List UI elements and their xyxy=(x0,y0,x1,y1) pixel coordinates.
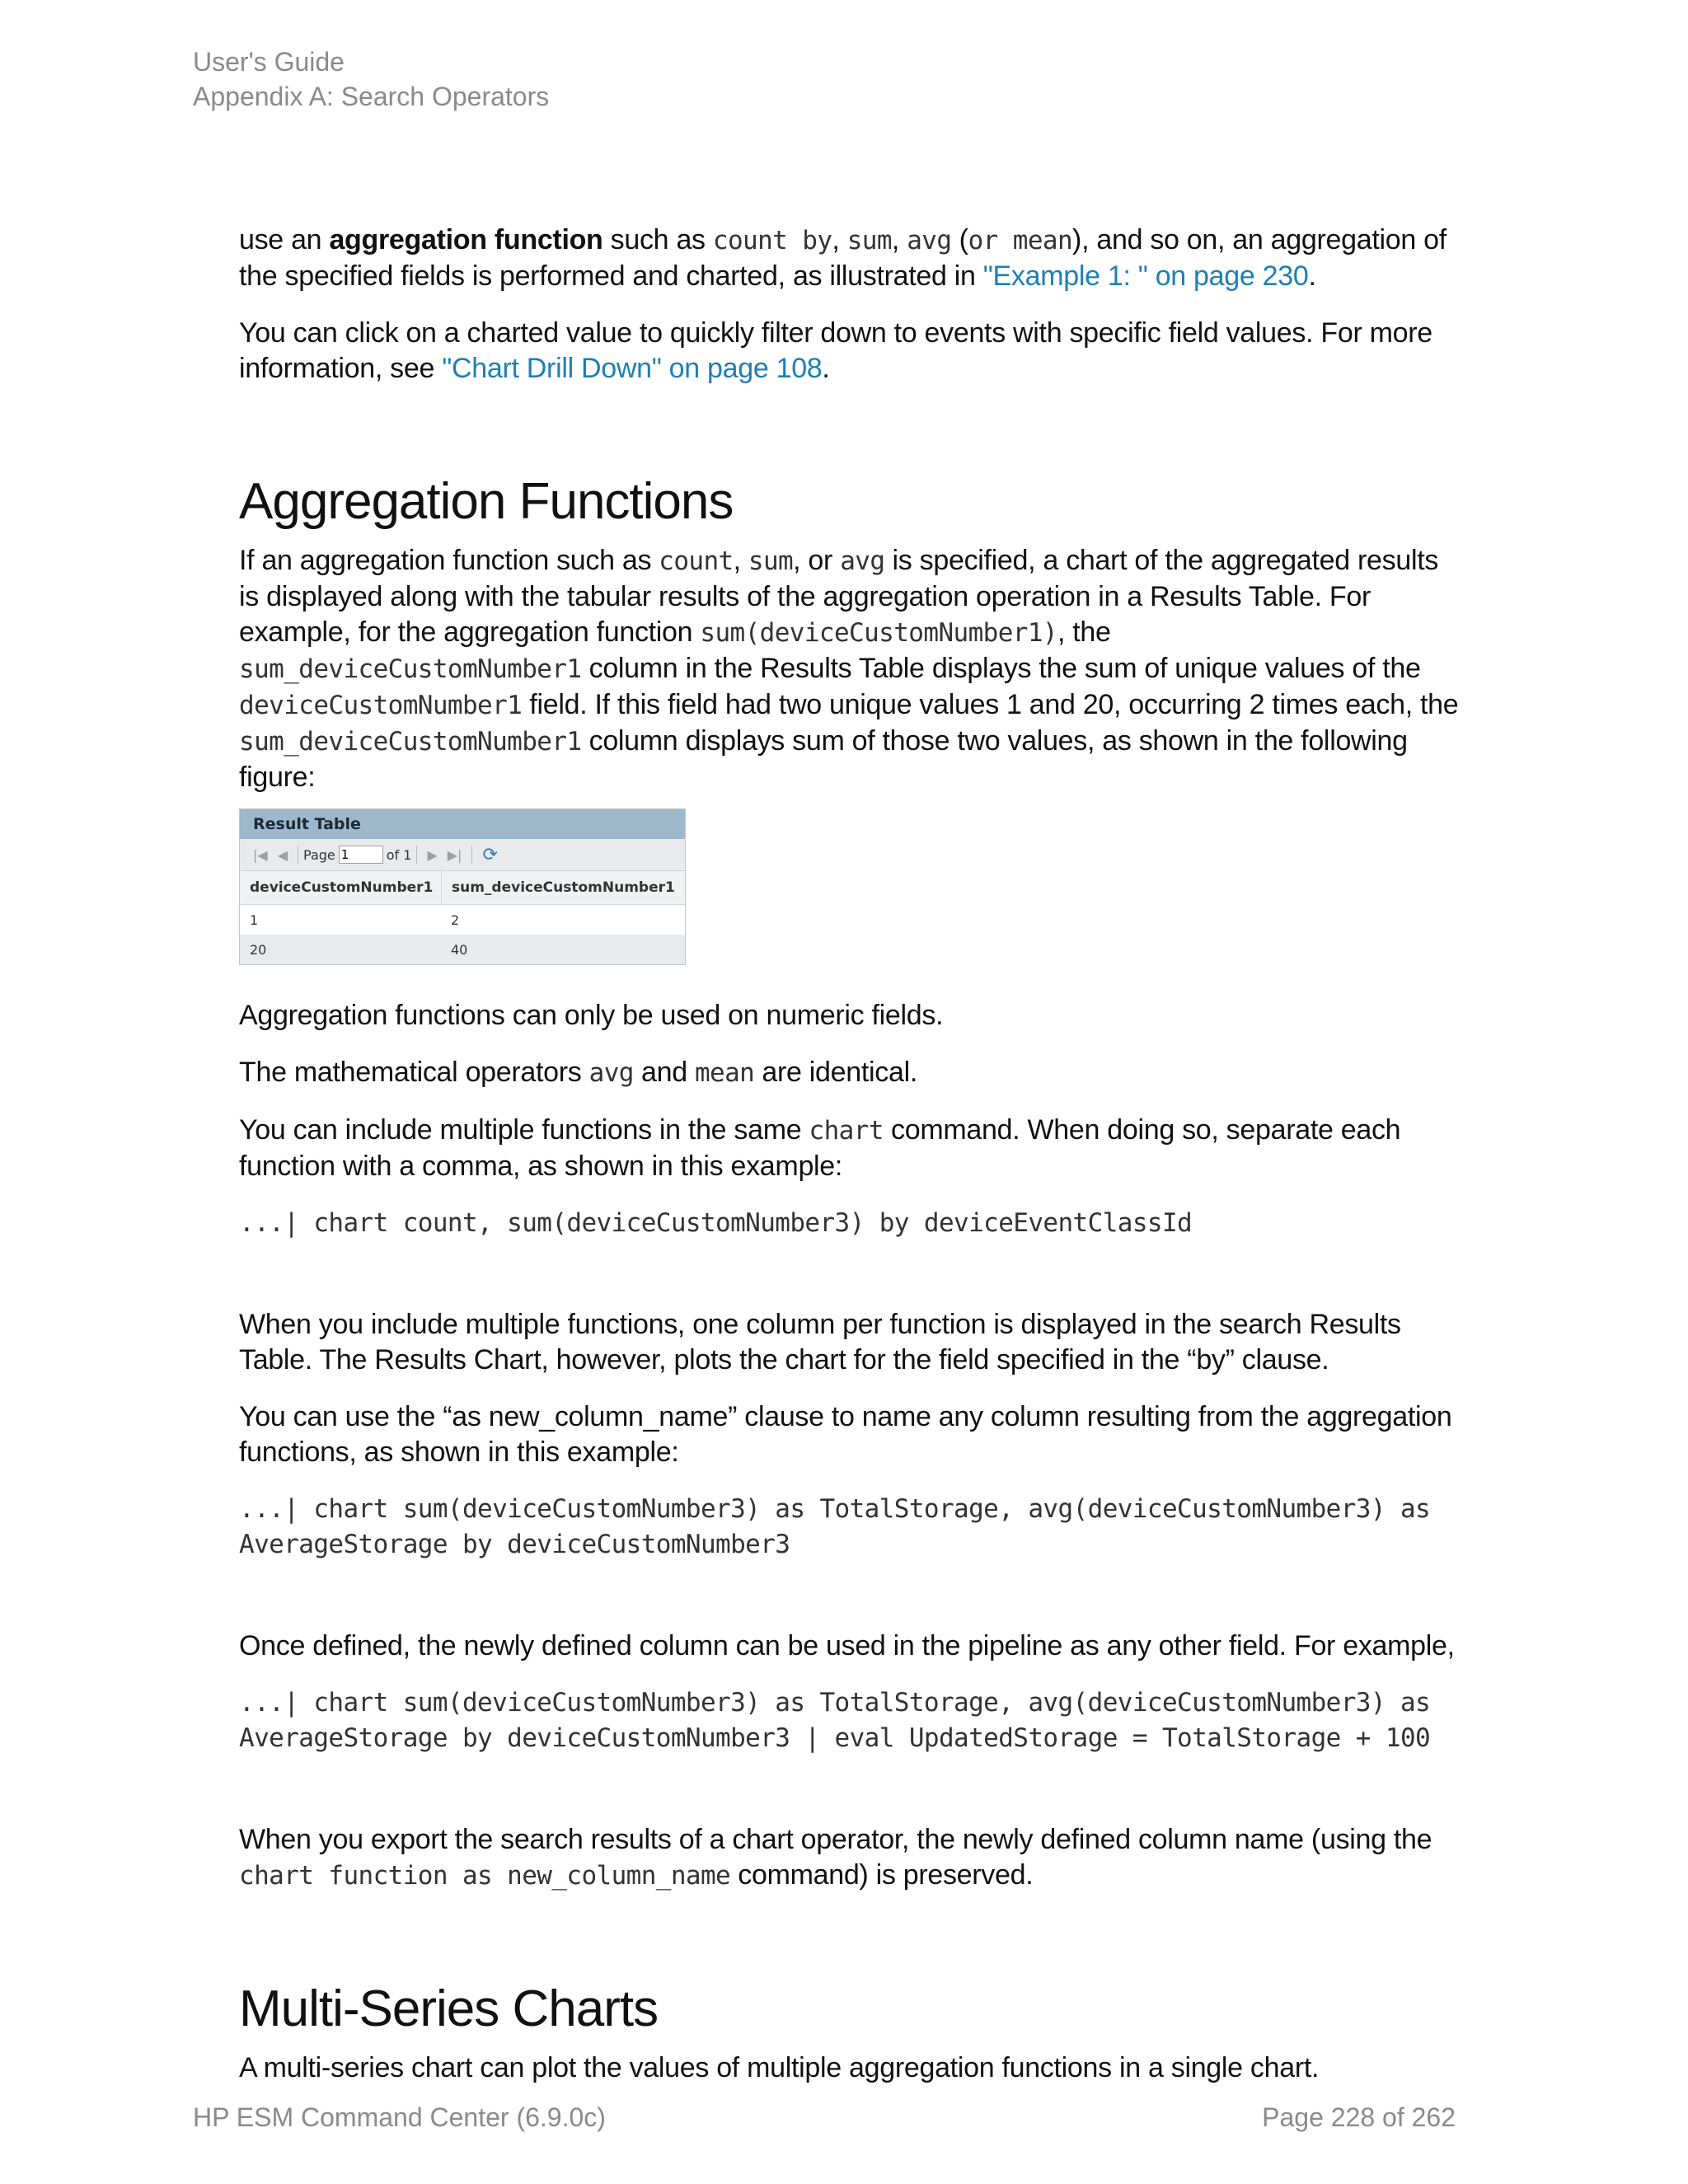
intro-paragraph-2 xyxy=(239,316,1459,387)
inline-code: sum xyxy=(846,226,892,255)
inline-code: count xyxy=(659,546,734,576)
table-cell: 1 xyxy=(250,912,259,928)
text: , xyxy=(733,545,748,576)
inline-code: count by xyxy=(712,226,832,255)
last-page-icon[interactable]: ▶| xyxy=(447,846,462,863)
aggregation-paragraph-2: Aggregation functions can only be used on numeric fields. xyxy=(239,1000,944,1031)
page-label: Page xyxy=(303,846,335,863)
result-table-pager xyxy=(240,839,685,871)
text: If an aggregation function such as xyxy=(239,545,659,576)
text: . xyxy=(1308,260,1316,292)
result-table-figure xyxy=(239,808,686,965)
text: When you export the search results of a chart operator, the newly defined column name (using the xyxy=(239,1824,1432,1855)
table-cell: 40 xyxy=(451,941,468,958)
table-row[interactable] xyxy=(240,905,685,935)
aggregation-functions-heading: Aggregation Functions xyxy=(239,473,734,530)
code-example-3 xyxy=(239,1685,1459,1756)
text: such as xyxy=(603,224,713,255)
multi-series-charts-heading: Multi-Series Charts xyxy=(239,1980,659,2037)
text: , or xyxy=(793,545,841,576)
code-example-2 xyxy=(239,1492,1459,1563)
toolbar-separator xyxy=(416,846,417,864)
footer-page-number: Page 228 of 262 xyxy=(1262,2102,1456,2132)
result-table-title: Result Table xyxy=(240,809,685,839)
aggregation-paragraph-1 xyxy=(239,543,1459,795)
aggregation-paragraph-7: Once defined, the newly defined column can be used in the pipeline as any other field. For example, xyxy=(239,1630,1455,1661)
aggregation-paragraph-5: When you include multiple functions, one column per function is displayed in the search Results Table. The Results Chart, however, plots the chart for the field specified in the “by” clause. xyxy=(239,1309,1401,1376)
code-example-1: ...| chart count, sum(deviceCustomNumber3) by deviceEventClassId xyxy=(239,1208,1193,1238)
next-page-icon[interactable]: ▶ xyxy=(427,846,438,863)
inline-code: deviceCustomNumber1 xyxy=(239,691,523,720)
text: command. When doing so, separate each function with a comma, as shown in this example: xyxy=(239,1114,1401,1182)
inline-code: sum_deviceCustomNumber1 xyxy=(239,654,582,684)
example-1-link[interactable]: "Example 1: " on page 230 xyxy=(982,260,1309,292)
intro-paragraph-1 xyxy=(239,223,1459,294)
page-number-input[interactable] xyxy=(339,846,383,864)
code-line: ...| chart sum(deviceCustomNumber3) as TotalStorage, avg(deviceCustomNumber3) as xyxy=(239,1688,1431,1718)
text: , the xyxy=(1057,616,1111,648)
column-header-devicecustomnumber1[interactable]: deviceCustomNumber1 xyxy=(240,871,442,904)
inline-code: sum xyxy=(748,546,794,576)
code-line: AverageStorage by deviceCustomNumber3 xyxy=(239,1530,790,1559)
text: The mathematical operators xyxy=(239,1057,589,1088)
toolbar-separator xyxy=(471,846,472,864)
page-count-label: of 1 xyxy=(386,846,412,863)
text: is specified, a chart of the aggregated results is displayed along with the tabular results of the aggregation operation in a Results Table. For example, for the aggregation function xyxy=(239,545,1439,648)
code-line: ...| chart sum(deviceCustomNumber3) as TotalStorage, avg(deviceCustomNumber3) as xyxy=(239,1494,1431,1524)
text: , xyxy=(891,224,907,255)
previous-page-icon[interactable]: ◀ xyxy=(277,846,288,863)
inline-code: sum(deviceCustomNumber1) xyxy=(700,618,1057,648)
result-table-header xyxy=(240,871,685,905)
text: use an xyxy=(239,224,330,255)
running-header-section: Appendix A: Search Operators xyxy=(193,82,550,111)
text: ), and so on, an aggregation of the specified fields is performed and charted, as illustrated in xyxy=(239,224,1447,292)
table-cell: 2 xyxy=(451,912,460,928)
text: You can click on a charted value to quickly filter down to events with specific field values. For more information, see xyxy=(239,317,1432,384)
table-cell: 20 xyxy=(250,941,267,958)
text: and xyxy=(633,1057,695,1088)
text: are identical. xyxy=(754,1057,917,1088)
text: column in the Results Table displays the sum of unique values of the xyxy=(581,653,1421,684)
page-body xyxy=(239,223,1459,2107)
multi-series-paragraph-1: A multi-series chart can plot the values of multiple aggregation functions in a single chart. xyxy=(239,2052,1320,2083)
inline-code: chart function as new_column_name xyxy=(239,1861,731,1891)
inline-code: mean xyxy=(694,1058,755,1088)
text: ( xyxy=(951,224,968,255)
aggregation-paragraph-3 xyxy=(239,1055,1459,1091)
aggregation-paragraph-8 xyxy=(239,1822,1459,1894)
text: , xyxy=(832,224,847,255)
aggregation-paragraph-6: You can use the “as new_column_name” clause to name any column resulting from the aggregation functions, as shown in this example: xyxy=(239,1401,1452,1468)
first-page-icon[interactable]: |◀ xyxy=(253,846,268,863)
text: column displays sum of those two values, as shown in the following figure: xyxy=(239,725,1408,793)
bold-term: aggregation function xyxy=(329,224,603,255)
column-header-sum-devicecustomnumber1[interactable]: sum_deviceCustomNumber1 xyxy=(452,879,675,896)
inline-code: chart xyxy=(809,1116,884,1146)
footer-product: HP ESM Command Center (6.9.0c) xyxy=(193,2102,606,2132)
inline-code: or mean xyxy=(968,226,1073,255)
code-line: AverageStorage by deviceCustomNumber3 | eval UpdatedStorage = TotalStorage + 100 xyxy=(239,1723,1431,1753)
inline-code: avg xyxy=(907,226,952,255)
chart-drill-down-link[interactable]: "Chart Drill Down" on page 108 xyxy=(442,353,823,384)
inline-code: sum_deviceCustomNumber1 xyxy=(239,727,582,757)
text: command) is preserved. xyxy=(730,1859,1034,1891)
table-row[interactable] xyxy=(240,935,685,964)
text: field. If this field had two unique values 1 and 20, occurring 2 times each, the xyxy=(522,689,1459,720)
text: You can include multiple functions in the same xyxy=(239,1114,809,1146)
aggregation-paragraph-4 xyxy=(239,1113,1459,1184)
refresh-icon[interactable]: ⟳ xyxy=(482,844,498,865)
inline-code: avg xyxy=(588,1058,634,1088)
inline-code: avg xyxy=(840,546,885,576)
running-header-title: User's Guide xyxy=(193,47,345,77)
text: . xyxy=(822,353,830,384)
